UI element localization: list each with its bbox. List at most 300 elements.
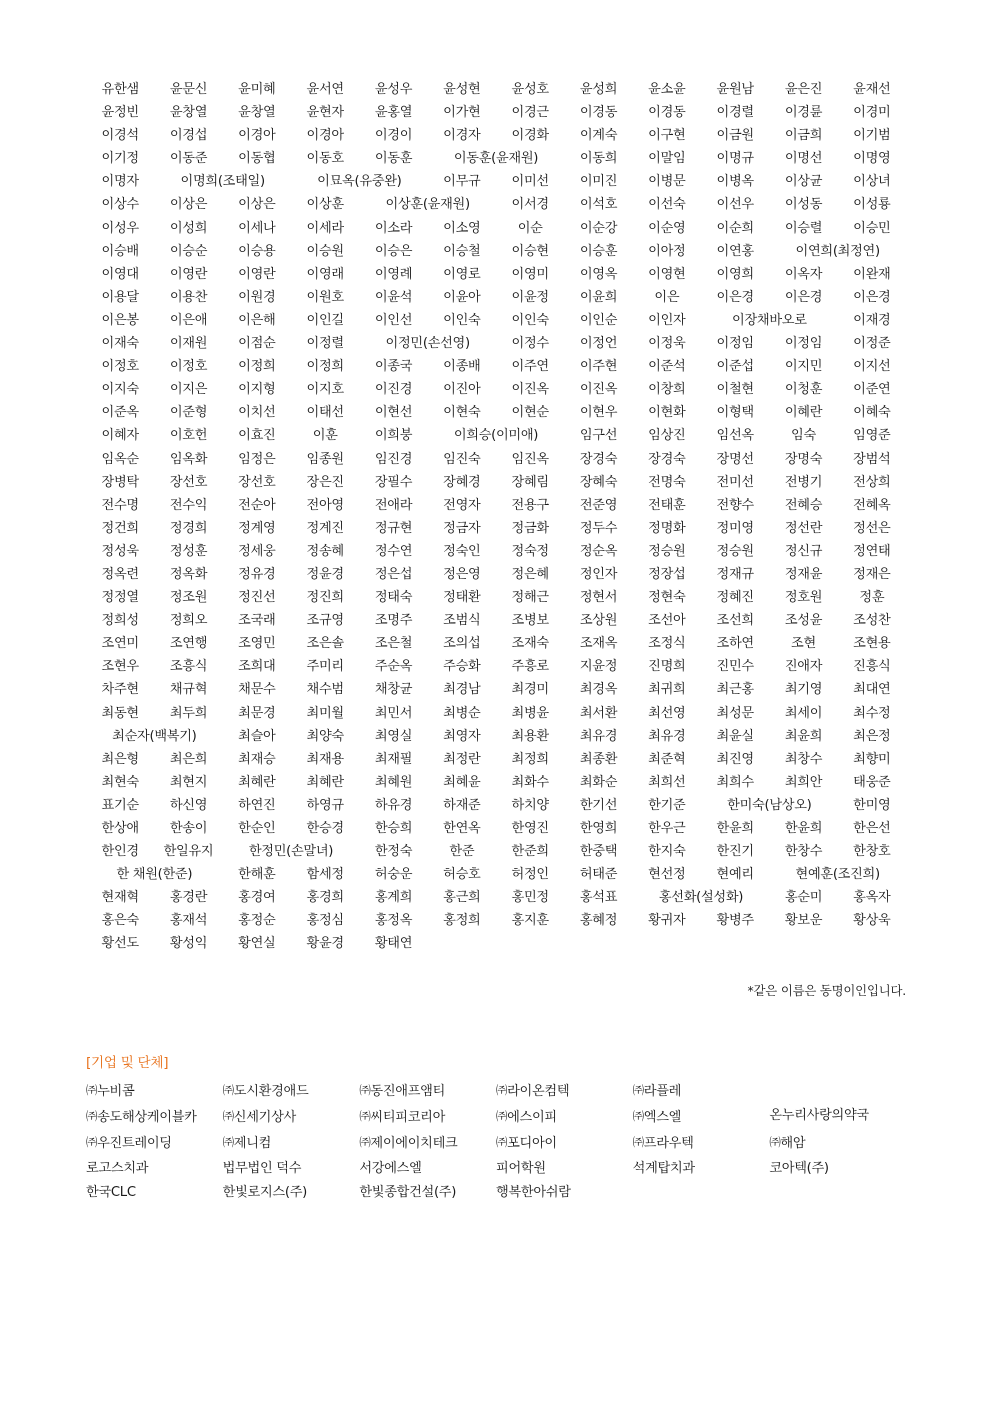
name-cell: 윤홍열 xyxy=(374,105,413,121)
name-cell: 이장채바오로 xyxy=(732,312,807,328)
name-cell: 이동훈 xyxy=(374,151,413,167)
name-cell: 한연옥 xyxy=(443,821,481,836)
name-cell: 정태숙 xyxy=(374,590,413,606)
name-cell: 장필수 xyxy=(374,474,413,490)
name-cell: 정유경 xyxy=(238,566,276,582)
name-cell: 이동희 xyxy=(579,151,618,167)
name-cell: 이철현 xyxy=(716,382,754,398)
name-cell: 조병보 xyxy=(511,613,549,629)
name-cell: 이혜란 xyxy=(784,405,823,421)
name-cell: 이경자 xyxy=(443,128,481,144)
company-cell: ㈜신세기상사 xyxy=(222,1108,296,1125)
name-cell: 정훈 xyxy=(859,590,885,606)
companies-grid xyxy=(86,1078,906,1206)
name-cell: 이인길 xyxy=(306,312,344,328)
corporation-mark-icon: ㈜ xyxy=(632,1108,644,1123)
name-cell: 함세정 xyxy=(306,867,344,883)
corporation-mark-icon: ㈜ xyxy=(86,1082,98,1097)
name-cell: 이병옥 xyxy=(716,174,754,190)
company-cell: ㈜해암 xyxy=(769,1135,806,1152)
name-cell: 채규혁 xyxy=(169,682,208,698)
name-cell: 이정희 xyxy=(306,359,344,375)
name-cell: 이은경 xyxy=(853,289,891,305)
name-cell: 임진숙 xyxy=(443,451,481,467)
name-cell: 이훈 xyxy=(312,428,338,444)
name-cell: 최수정 xyxy=(853,705,891,721)
name-cell: 이성동 xyxy=(784,197,823,213)
name-cell: 한 채원(한준) xyxy=(116,867,193,883)
name-cell: 허정인 xyxy=(511,867,549,883)
name-cell: 이선우 xyxy=(716,197,754,213)
name-cell: 이승훈 xyxy=(579,243,618,259)
name-cell: 전혜옥 xyxy=(853,497,891,513)
company-cell: ㈜도시환경애드 xyxy=(222,1082,309,1099)
name-cell: 조연미 xyxy=(101,636,139,652)
name-cell: 이영례 xyxy=(374,266,413,282)
name-cell: 이승배 xyxy=(101,243,139,259)
name-cell: 주흥로 xyxy=(511,659,549,675)
name-cell: 정현숙 xyxy=(648,590,686,606)
name-cell: 이묘옥(유중완) xyxy=(317,174,402,190)
name-cell: 조정식 xyxy=(648,636,686,652)
name-cell: 전명숙 xyxy=(648,474,686,490)
name-cell: 최문경 xyxy=(238,705,276,721)
name-cell: 이진경 xyxy=(374,382,413,398)
name-cell: 윤문신 xyxy=(169,82,208,97)
name-cell: 최기영 xyxy=(784,682,823,698)
name-cell: 정진선 xyxy=(238,590,276,606)
name-cell: 전준영 xyxy=(579,497,618,513)
name-cell: 조선희 xyxy=(716,613,754,629)
name-cell: 장병탁 xyxy=(101,474,139,490)
name-cell: 이상균 xyxy=(784,174,823,190)
name-cell: 한창수 xyxy=(784,844,823,860)
name-cell: 한영진 xyxy=(511,821,549,836)
name-cell: 황윤경 xyxy=(306,936,344,952)
name-cell: 최귀희 xyxy=(648,682,686,698)
name-cell: 전순아 xyxy=(238,497,276,513)
name-cell: 이청훈 xyxy=(784,382,823,398)
name-cell: 정현서 xyxy=(579,590,618,606)
name-cell: 최혜란 xyxy=(238,774,276,790)
name-cell: 이지형 xyxy=(238,382,276,398)
name-cell: 홍정심 xyxy=(306,913,344,929)
name-cell: 최순자(백복기) xyxy=(112,728,197,744)
name-cell: 이용달 xyxy=(101,289,139,305)
name-cell: 이인자 xyxy=(648,312,686,328)
company-cell: 로고스치과 xyxy=(86,1160,149,1176)
name-cell: 이은해 xyxy=(238,312,276,328)
name-cell: 이승민 xyxy=(853,220,891,236)
name-cell: 장은진 xyxy=(306,474,344,490)
corporation-mark-icon: ㈜ xyxy=(222,1108,234,1123)
name-cell: 정옥련 xyxy=(101,566,139,582)
name-cell: 이연홍 xyxy=(716,243,754,259)
name-cell: 이정수 xyxy=(511,336,549,352)
name-cell: 이기정 xyxy=(101,151,139,167)
name-cell: 윤성희 xyxy=(579,82,618,97)
company-cell: ㈜우진트레이딩 xyxy=(86,1135,172,1152)
name-cell: 윤현자 xyxy=(306,105,344,121)
name-cell: 홍옥자 xyxy=(853,890,891,906)
name-cell: 최동현 xyxy=(101,705,139,721)
name-cell: 표기순 xyxy=(101,797,139,813)
name-cell: 이형택 xyxy=(716,405,754,421)
name-cell: 최영실 xyxy=(374,728,413,744)
corporation-mark-icon: ㈜ xyxy=(359,1135,371,1150)
name-cell: 임진경 xyxy=(374,451,413,467)
name-cell: 전수명 xyxy=(101,497,139,513)
name-cell: 현예리 xyxy=(716,867,754,883)
name-cell: 조국래 xyxy=(238,613,276,629)
name-cell: 정연태 xyxy=(853,543,891,559)
name-cell: 최희수 xyxy=(716,774,754,790)
name-cell: 이동협 xyxy=(238,151,276,167)
name-cell: 황성익 xyxy=(169,936,208,952)
name-cell: 이영희 xyxy=(716,266,754,282)
name-cell: 조현우 xyxy=(101,659,139,675)
name-cell: 정인자 xyxy=(579,566,618,582)
name-cell: 이지호 xyxy=(306,382,344,398)
name-cell: 최두희 xyxy=(169,705,208,721)
name-cell: 이영래 xyxy=(306,266,344,282)
name-cell: 조하연 xyxy=(716,636,754,652)
name-cell: 진민수 xyxy=(716,659,754,675)
name-cell: 장혜경 xyxy=(443,474,481,490)
name-cell: 최현숙 xyxy=(101,774,139,790)
name-cell: 정조원 xyxy=(169,590,208,606)
name-cell: 윤서연 xyxy=(306,82,344,97)
name-cell: 홍경여 xyxy=(238,890,276,906)
name-cell: 이명영 xyxy=(853,151,891,167)
name-cell: 황병주 xyxy=(716,913,754,929)
name-cell: 이금원 xyxy=(716,128,754,144)
name-cell: 한미숙(남상오) xyxy=(727,797,812,813)
company-cell: ㈜프라우텍 xyxy=(632,1135,694,1152)
company-cell: 한빛로지스(주) xyxy=(222,1185,307,1201)
name-cell: 이소영 xyxy=(443,220,481,236)
name-cell: 한송이 xyxy=(169,821,208,836)
name-cell: 최유경 xyxy=(579,728,618,744)
name-cell: 최재용 xyxy=(306,751,344,767)
name-cell: 황귀자 xyxy=(648,913,686,929)
name-cell: 정재규 xyxy=(716,566,754,582)
name-cell: 임선옥 xyxy=(716,428,754,444)
name-cell: 한지숙 xyxy=(648,844,686,860)
name-cell: 정두수 xyxy=(579,520,618,536)
name-cell: 이가현 xyxy=(443,105,481,121)
name-cell: 윤성호 xyxy=(511,82,549,97)
name-cell: 정수연 xyxy=(374,543,413,559)
name-cell: 이순강 xyxy=(579,220,618,236)
name-cell: 정금화 xyxy=(511,520,549,536)
name-cell: 장혜숙 xyxy=(579,474,618,490)
name-cell: 이준형 xyxy=(169,405,208,421)
name-cell: 이동준 xyxy=(169,151,208,167)
name-cell: 이준석 xyxy=(648,359,686,375)
name-cell: 조규영 xyxy=(306,613,344,629)
name-cell: 이현선 xyxy=(374,405,413,421)
name-cell: 이계숙 xyxy=(579,128,618,144)
name-cell: 정선란 xyxy=(784,520,823,536)
name-cell: 한정숙 xyxy=(374,844,413,860)
name-cell: 윤소윤 xyxy=(648,82,686,97)
name-cell: 한영희 xyxy=(579,821,618,836)
name-cell: 홍재석 xyxy=(169,913,208,929)
name-cell: 한순인 xyxy=(238,821,276,836)
name-cell: 한일유지 xyxy=(163,844,214,860)
name-cell: 최윤실 xyxy=(716,728,754,744)
name-cell: 이석호 xyxy=(579,197,618,213)
name-cell: 이승은 xyxy=(374,243,413,259)
name-cell: 이경이 xyxy=(374,128,413,144)
company-cell: ㈜누비콤 xyxy=(86,1082,135,1099)
name-cell: 채창균 xyxy=(374,682,413,698)
name-cell: 최영자 xyxy=(443,728,481,744)
name-cell: 하유경 xyxy=(374,797,413,813)
name-cell: 이서경 xyxy=(511,197,549,213)
name-cell: 이현화 xyxy=(648,405,686,421)
name-cell: 최세이 xyxy=(784,705,823,721)
name-cell: 한해훈 xyxy=(238,867,276,883)
name-cell: 전용구 xyxy=(511,497,549,513)
name-cell: 최재필 xyxy=(374,751,413,767)
name-cell: 최선영 xyxy=(648,705,686,721)
name-cell: 홍경란 xyxy=(169,890,208,906)
name-cell: 이영옥 xyxy=(579,266,618,282)
company-cell: 코아텍(주) xyxy=(769,1160,829,1176)
name-cell: 현선정 xyxy=(648,867,686,883)
name-cell: 주승화 xyxy=(443,659,481,675)
name-cell: 조성찬 xyxy=(853,613,891,629)
name-cell: 정계영 xyxy=(238,520,276,536)
name-cell: 홍근희 xyxy=(443,890,481,906)
corporation-mark-icon: ㈜ xyxy=(86,1135,98,1150)
name-cell: 정재윤 xyxy=(784,566,823,582)
name-cell: 정신규 xyxy=(784,543,823,559)
name-cell: 이정민(손선영) xyxy=(385,336,470,352)
name-cell: 이순영 xyxy=(648,220,686,236)
name-cell: 정장섭 xyxy=(648,566,686,582)
name-cell: 최정란 xyxy=(443,751,481,767)
name-cell: 이윤아 xyxy=(443,289,481,305)
name-cell: 정미영 xyxy=(716,520,754,536)
name-cell: 정성훈 xyxy=(169,543,208,559)
name-cell: 이준연 xyxy=(853,382,891,398)
name-cell: 한기준 xyxy=(648,797,686,813)
name-cell: 최준혁 xyxy=(648,751,686,767)
name-cell: 이영미 xyxy=(511,266,549,282)
name-cell: 정경희 xyxy=(169,520,208,536)
name-cell: 이동훈(윤재원) xyxy=(453,151,539,167)
name-cell: 정승원 xyxy=(648,543,686,559)
name-cell: 한상애 xyxy=(101,821,139,836)
company-cell: ㈜제니컴 xyxy=(222,1135,272,1152)
name-cell: 정숙인 xyxy=(443,543,481,559)
name-cell: 이상은 xyxy=(238,197,276,213)
name-cell: 이진옥 xyxy=(511,382,549,398)
name-cell: 이경화 xyxy=(511,128,549,144)
name-cell: 이명선 xyxy=(784,151,823,167)
name-cell: 홍경희 xyxy=(306,890,344,906)
name-cell: 임종원 xyxy=(306,451,344,467)
name-cell: 진애자 xyxy=(784,659,823,675)
name-cell: 윤원남 xyxy=(716,82,754,97)
name-cell: 이순희 xyxy=(716,220,754,236)
footnote: *같은 이름은 동명이인입니다. xyxy=(747,982,906,998)
name-cell: 정정열 xyxy=(101,590,139,606)
name-cell: 진흥식 xyxy=(853,659,891,675)
name-cell: 이재경 xyxy=(853,312,891,328)
name-cell: 한미영 xyxy=(853,797,891,813)
name-cell: 한준 xyxy=(449,844,475,860)
name-cell: 이명규 xyxy=(716,151,754,167)
name-cell: 지윤정 xyxy=(579,659,618,675)
name-cell: 조영민 xyxy=(238,636,276,652)
name-cell: 이소라 xyxy=(374,220,413,236)
company-cell: ㈜동진애프앰티 xyxy=(359,1082,446,1099)
name-cell: 이은애 xyxy=(169,312,208,328)
name-cell: 조상원 xyxy=(579,613,618,629)
name-cell: 최슬아 xyxy=(238,728,276,744)
name-cell: 전향수 xyxy=(716,497,754,513)
name-cell: 장범석 xyxy=(853,451,891,467)
company-cell: 법무법인 덕수 xyxy=(222,1160,302,1176)
name-cell: 윤미혜 xyxy=(238,82,276,97)
name-cell: 윤성우 xyxy=(374,82,413,97)
name-cell: 장경숙 xyxy=(648,451,686,467)
name-cell: 이영로 xyxy=(443,266,481,282)
name-cell: 한정민(손말녀) xyxy=(248,844,334,860)
name-cell: 하연진 xyxy=(238,797,276,813)
name-cell: 전영자 xyxy=(443,497,481,513)
name-cell: 최경옥 xyxy=(579,682,618,698)
name-cell: 이성룡 xyxy=(853,197,891,213)
name-cell: 정선은 xyxy=(853,520,891,536)
name-cell: 최재승 xyxy=(238,751,276,767)
name-cell: 홍정순 xyxy=(238,913,276,929)
name-cell: 윤창열 xyxy=(238,105,276,121)
name-cell: 최혜윤 xyxy=(443,774,481,790)
name-cell: 조은솔 xyxy=(306,636,344,652)
name-cell: 이정욱 xyxy=(648,336,686,352)
name-cell: 조흥식 xyxy=(169,659,208,675)
name-cell: 조현 xyxy=(791,636,816,652)
name-cell: 조은철 xyxy=(374,636,413,652)
name-cell: 이진아 xyxy=(443,382,481,398)
name-cell: 최근홍 xyxy=(716,682,754,698)
name-cell: 한승경 xyxy=(306,821,344,836)
name-cell: 홍은숙 xyxy=(101,913,139,929)
company-cell: 한국CLC xyxy=(86,1185,136,1201)
names-grid xyxy=(86,78,906,956)
name-cell: 전수익 xyxy=(169,497,208,513)
name-cell: 홍석표 xyxy=(579,890,618,906)
name-cell: 이호헌 xyxy=(169,428,208,444)
name-cell: 장선호 xyxy=(169,474,208,490)
name-cell: 한진기 xyxy=(716,844,754,860)
name-cell: 이정호 xyxy=(101,359,139,375)
corporation-mark-icon: ㈜ xyxy=(222,1082,234,1097)
name-cell: 전애라 xyxy=(374,497,413,513)
name-cell: 윤정빈 xyxy=(101,105,139,121)
name-cell: 이상훈 xyxy=(306,197,344,213)
name-cell: 이세라 xyxy=(306,220,344,236)
name-cell: 정세웅 xyxy=(238,543,276,559)
name-cell: 이원호 xyxy=(306,289,344,305)
name-cell: 현예훈(조진희) xyxy=(795,867,880,883)
company-cell: 한빛종합건설(주) xyxy=(359,1185,457,1201)
company-cell: 행복한아쉬람 xyxy=(496,1185,571,1201)
name-cell: 한윤희 xyxy=(716,821,754,836)
name-cell: 정건희 xyxy=(101,520,139,536)
name-cell: 이명희(조태일) xyxy=(180,174,265,190)
name-cell: 황상욱 xyxy=(853,913,891,929)
name-cell: 최진영 xyxy=(716,751,754,767)
name-cell: 윤성현 xyxy=(443,82,481,97)
name-cell: 이명자 xyxy=(101,174,139,190)
company-cell: ㈜제이에이치테크 xyxy=(359,1135,458,1152)
name-cell: 이주연 xyxy=(511,359,549,375)
name-cell: 최경미 xyxy=(511,682,549,698)
name-cell: 이인선 xyxy=(374,312,413,328)
name-cell: 진명희 xyxy=(648,659,686,675)
name-cell: 이은 xyxy=(654,289,680,305)
name-cell: 태웅준 xyxy=(853,774,891,790)
name-cell: 이준섭 xyxy=(716,359,754,375)
corporation-mark-icon: ㈜ xyxy=(496,1082,508,1097)
name-cell: 홍정옥 xyxy=(374,913,413,929)
name-cell: 이상훈(윤재원) xyxy=(385,197,470,213)
name-cell: 이옥자 xyxy=(784,266,823,282)
name-cell: 이말임 xyxy=(648,151,686,167)
name-cell: 최정희 xyxy=(511,751,549,767)
name-cell: 홍순미 xyxy=(784,890,823,906)
name-cell: 조연행 xyxy=(169,636,208,652)
name-cell: 최병윤 xyxy=(511,705,549,721)
company-cell: ㈜씨티피코리아 xyxy=(359,1108,446,1125)
name-cell: 홍혜정 xyxy=(579,913,618,929)
name-cell: 홍민정 xyxy=(511,890,549,906)
name-cell: 이경동 xyxy=(648,105,686,121)
name-cell: 한우근 xyxy=(648,821,686,836)
name-cell: 윤은진 xyxy=(784,82,823,97)
name-cell: 이연희(최정연) xyxy=(795,243,880,259)
name-cell: 이승용 xyxy=(238,243,276,259)
name-cell: 조범식 xyxy=(443,613,481,629)
name-cell: 최성문 xyxy=(716,705,754,721)
name-cell: 이아정 xyxy=(648,243,686,259)
company-cell: ㈜라플레 xyxy=(632,1082,682,1099)
name-cell: 이병문 xyxy=(648,174,686,190)
name-cell: 정계진 xyxy=(306,520,344,536)
name-cell: 이영란 xyxy=(169,266,208,282)
name-cell: 최은희 xyxy=(169,751,208,767)
name-cell: 이혜숙 xyxy=(853,405,891,421)
name-cell: 장명선 xyxy=(716,451,754,467)
name-cell: 임구선 xyxy=(579,428,618,444)
name-cell: 이용찬 xyxy=(169,289,208,305)
name-cell: 이효진 xyxy=(238,428,276,444)
name-cell: 최향미 xyxy=(853,751,891,767)
name-cell: 허태준 xyxy=(579,867,618,883)
name-cell: 최은형 xyxy=(101,751,139,767)
name-cell: 이정준 xyxy=(853,336,891,352)
name-cell: 최유경 xyxy=(648,728,686,744)
name-cell: 최화순 xyxy=(579,774,618,790)
name-cell: 정은섭 xyxy=(374,566,413,582)
corporation-mark-icon: ㈜ xyxy=(632,1082,644,1097)
